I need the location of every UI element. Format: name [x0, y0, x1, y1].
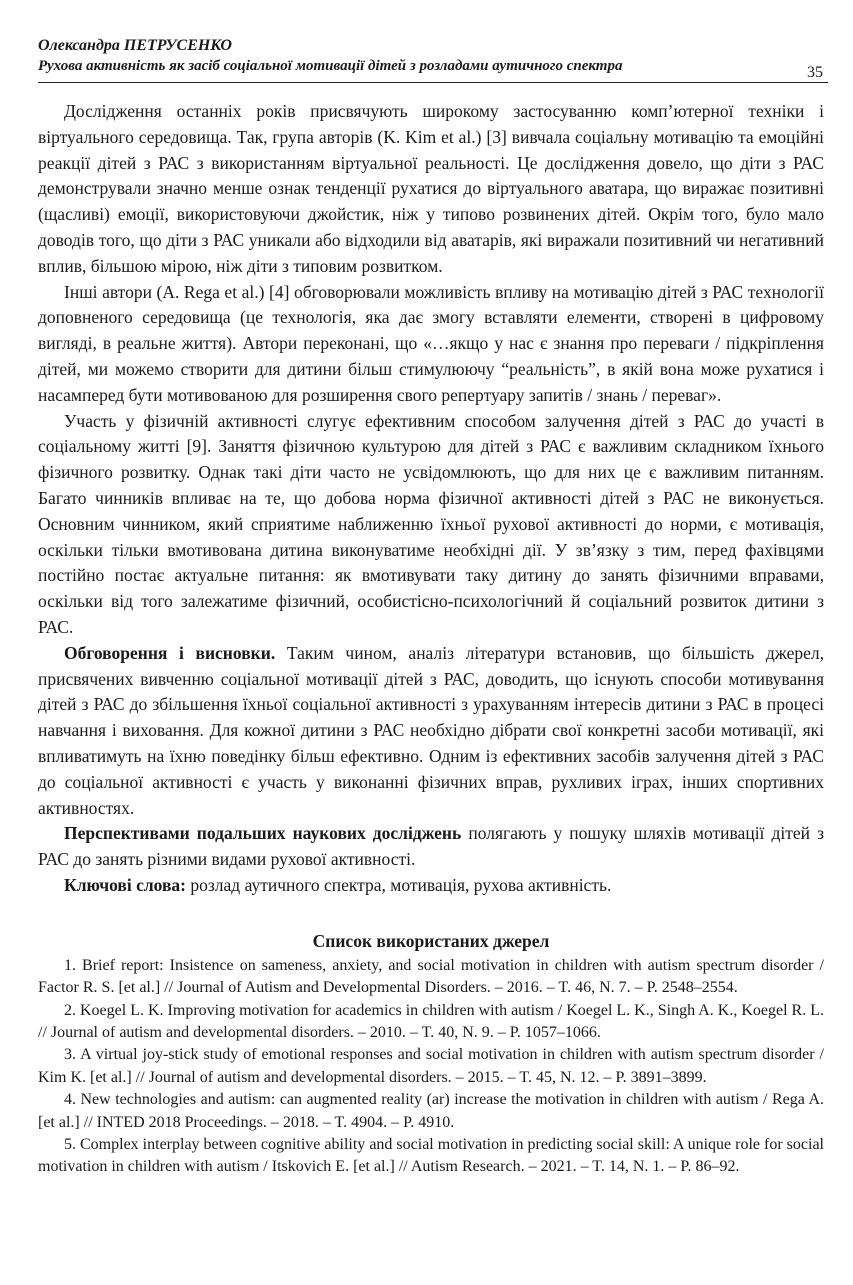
paragraph-augmented-reality: Інші автори (A. Rega et al.) [4] обговорювали можливість впливу на мотивацію дітей з РАС технології доповненого середовища (це технологія, яка дає змогу вставляти елементи, створені в цифровому вигляді, в реальне життя). Автори переконані, що «…якщо у нас є знання про переваги / підкріплення дітей, ми можемо створити для дитини більш стимулюючу “реальність”, в якій вона може рухатися і насамперед бути мотивованою для розширення свого репертуару запитів / знань / переваг».: [38, 281, 824, 405]
paragraph-perspectives: [38, 821, 824, 873]
header-article-title: Рухова активність як засіб соціальної мотивації дітей з розладами аутичного спектра: [38, 58, 623, 74]
page-number: 35: [807, 64, 823, 81]
running-header: [38, 36, 828, 76]
perspectives-lead: Перспективами подальших наукових досліджень: [64, 823, 462, 844]
conclusions-lead: Обговорення і висновки.: [64, 642, 276, 663]
perspectives-text: полягають у пошуку шляхів мотивації дітей з РАС до занять різними видами рухової активності.: [38, 823, 825, 870]
paragraph-virtual-reality: Дослідження останніх років присвячують широкому застосуванню комп’ютерної техніки і віртуального середовища. Так, група авторів (K. Kim et al.) [3] вивчала соціальну мотивацію та емоційні реакції дітей з РАС з використанням віртуальної реальності. Це дослідження довело, що діти з РАС демонстрували значно менше ознак тенденції рухатися до віртуального аватара, що виражає позитивні (щасливі) емоції, використовуючи джойстик, ніж у типово розвинених дітей. Окрім того, було мало доводів того, що діти з РАС уникали або відходили від аватарів, які виражали позитивний чи негативний вплив, більшою мірою, ніж діти з типовим розвитком.: [38, 101, 824, 276]
keywords-label: Ключові слова:: [64, 874, 187, 895]
conclusions-text: Таким чином, аналіз літератури встановив, що більшість джерел, присвячених вивченню соціальної мотивації дітей з РАС, доводить, що існують способи мотивування дітей з РАС до збільшення їхньої соціальної активності з урахуванням інтересів дитини з РАС в процесі навчання і виховання. Для кожної дитини з РАС необхідно дібрати свої конкретні засоби мотивації, які впливатимуть на їхню поведінку більш ефективно. Одним із ефективних засобів залучення дітей з РАС до соціальної активності є участь у виконанні фізичних вправ, рухливих іграх, інших спортивних активностях.: [38, 642, 824, 818]
paragraph-keywords: [38, 873, 824, 899]
references-title: Список використаних джерел: [312, 930, 550, 951]
reference-item: 5. Complex interplay between cognitive ability and social motivation in predicting social skill: A unique role for social motivation in children with autism / Itskovich E. [et al.] // Autism Research. – 2021. – T. 14, N. 1. – P. 86–92.: [38, 1135, 824, 1176]
reference-item: 4. New technologies and autism: can augmented reality (ar) increase the motivation in children with autism / Rega A. [et al.] // INTED 2018 Proceedings. – 2018. – T. 4904. – P. 4910.: [38, 1091, 824, 1131]
reference-item: 1. Brief report: Insistence on sameness, anxiety, and social motivation in children with autism spectrum disorder / Factor R. S. [et al.] // Journal of Autism and Developmental Disorders. – 2016. – T. 46, N. 7. – P. 2548–2554.: [38, 956, 824, 997]
reference-item: 2. Koegel L. K. Improving motivation for academics in children with autism / Koegel L. K., Singh A. K., Koegel R. L. // Journal of autism and developmental disorders. – 2010. – T. 40, N. 9. – P. 1057–1066.: [38, 1001, 824, 1041]
paragraph-conclusions: [38, 641, 824, 822]
reference-item: 3. A virtual joy-stick study of emotional responses and social motivation in children with autism spectrum disorder / Kim K. [et al.] // Journal of autism and developmental disorders. – 2015. – T. 45, N. 12. – P. 3891–3899.: [38, 1046, 824, 1086]
header-divider: [38, 82, 828, 83]
header-author: Олександра ПЕТРУСЕНКО: [38, 37, 232, 54]
article-body: [38, 99, 824, 1179]
keywords-text: розлад аутичного спектра, мотивація, рухова активність.: [186, 874, 612, 895]
paragraph-physical-activity: Участь у фізичній активності слугує ефективним способом залучення дітей з РАС до участі в соціальному житті [9]. Заняття фізичною культурою для дітей з РАС є важливим складником їхнього фізичного розвитку. Однак такі діти часто не усвідомлюють, що для них це є важливим питанням. Багато чинників впливає на те, що добова норма фізичної активності дітей з РАС не виконується. Основним чинником, який сприятиме наближенню їхньої рухової активності до норми, є мотивація, оскільки тільки вмотивована дитина виконуватиме необхідні дії. У зв’язку з тим, перед фахівцями постійно постає актуальне питання: як вмотивувати таку дитину до занять фізичними вправами, оскільки від того залежатиме фізичний, особистісно-психологічний й соціальний розвиток дитини з РАС.: [38, 410, 824, 637]
